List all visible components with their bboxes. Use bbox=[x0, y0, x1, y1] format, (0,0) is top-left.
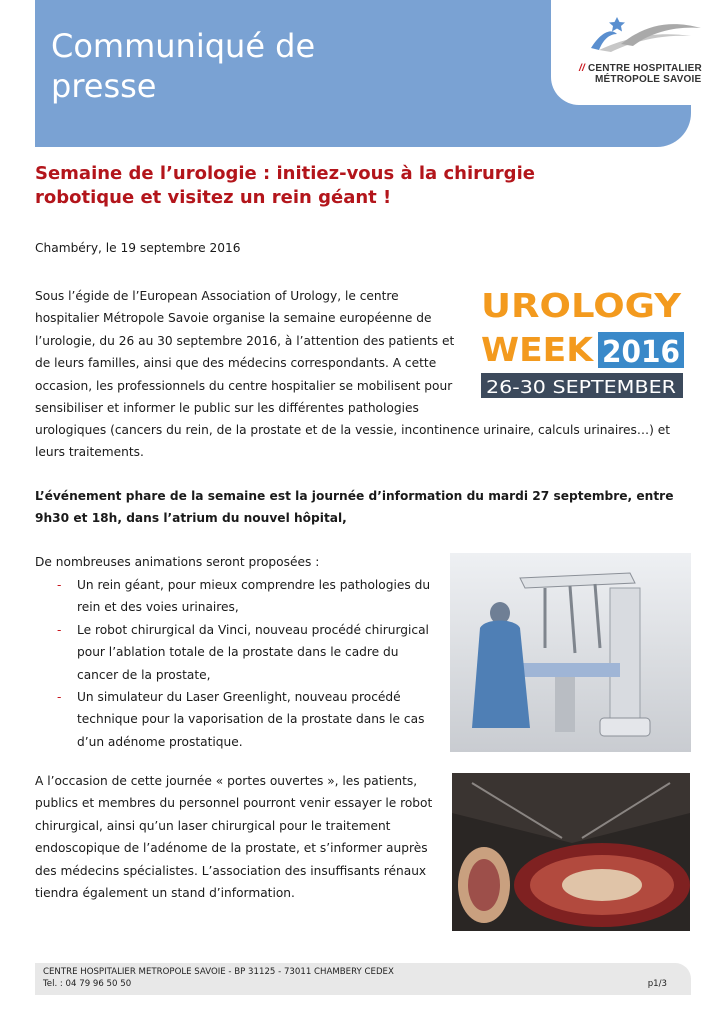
urology-week-badge bbox=[478, 285, 686, 400]
badge-dates: 26-30 SEPTEMBER bbox=[486, 377, 676, 398]
intro-paragraph: Sous l’égide de l’European Association of Urology, le centre hospitalier Métropole Savoie organise la semaine européenne de l’urologie, du 26 au 30 septembre 2016, à l’attention des patients et de leurs familles, ainsi que des médecins correspondants. A cette occasion, les professionnels du centre hospitalier se mobilisent pour sensibiliser et informer le public sur les différentes pathologies bbox=[35, 289, 455, 416]
page-number: p1/3 bbox=[647, 979, 667, 989]
headline: Semaine de l’urologie : initiez-vous à la chirurgie robotique et visitez un rein géant ! bbox=[35, 163, 535, 208]
list-item: - Un simulateur du Laser Greenlight, nouveau procédé technique pour la vaporisation de la prostate dans le cas d’un adénome prostatique. bbox=[57, 690, 425, 749]
logo-text: // CENTRE HOSPITALIER MÉTROPOLE SAVOIE bbox=[579, 63, 702, 85]
animations-list bbox=[35, 574, 435, 753]
list-item: - Le robot chirurgical da Vinci, nouveau procédé chirurgical pour l’ablation totale de la prostate dans le cadre du cancer de la prostate, bbox=[57, 622, 429, 682]
list-item: - Un rein géant, pour mieux comprendre les pathologies du rein et des voies urinaires, bbox=[57, 578, 431, 615]
header-banner bbox=[35, 0, 702, 147]
footer-phone: Tel. : 04 79 96 50 50 bbox=[43, 979, 132, 989]
date-line: Chambéry, le 19 septembre 2016 bbox=[35, 241, 241, 255]
footer-address: CENTRE HOSPITALIER METROPOLE SAVOIE - BP 31125 - 73011 CHAMBERY CEDEX bbox=[43, 967, 394, 977]
logo-figure-icon bbox=[551, 0, 724, 62]
giant-kidney-photo bbox=[452, 773, 690, 931]
event-paragraph: L’événement phare de la semaine est la journée d’information du mardi 27 septembre, entre 9h30 et 18h, dans l’atrium du nouvel hôpital, bbox=[35, 489, 674, 526]
badge-year: 2016 bbox=[602, 335, 680, 370]
animations-intro: De nombreuses animations seront proposées : bbox=[35, 555, 320, 569]
surgical-robot-photo bbox=[450, 553, 691, 752]
open-day-paragraph: A l’occasion de cette journée « portes ouvertes », les patients, publics et membres du personnel pourront venir essayer le robot chirurgical, ainsi qu’un laser chirurgical pour le traitement endoscopique de l’adénome de la prostate, et s’informer auprès des médecins spécialistes. L’association des insuffisants rénaux tiendra également un stand d’information. bbox=[35, 774, 433, 901]
intro-paragraph-continued: urologiques (cancers du rein, de la prostate et de la vessie, incontinence urinaire, calculs urinaires…) et leurs traitements. bbox=[35, 423, 670, 460]
badge-line2: WEEK bbox=[481, 330, 595, 369]
hospital-logo bbox=[551, 0, 724, 105]
page-title: Communiqué de presse bbox=[51, 27, 316, 105]
footer bbox=[35, 963, 691, 995]
badge-line1: UROLOGY bbox=[481, 286, 683, 325]
